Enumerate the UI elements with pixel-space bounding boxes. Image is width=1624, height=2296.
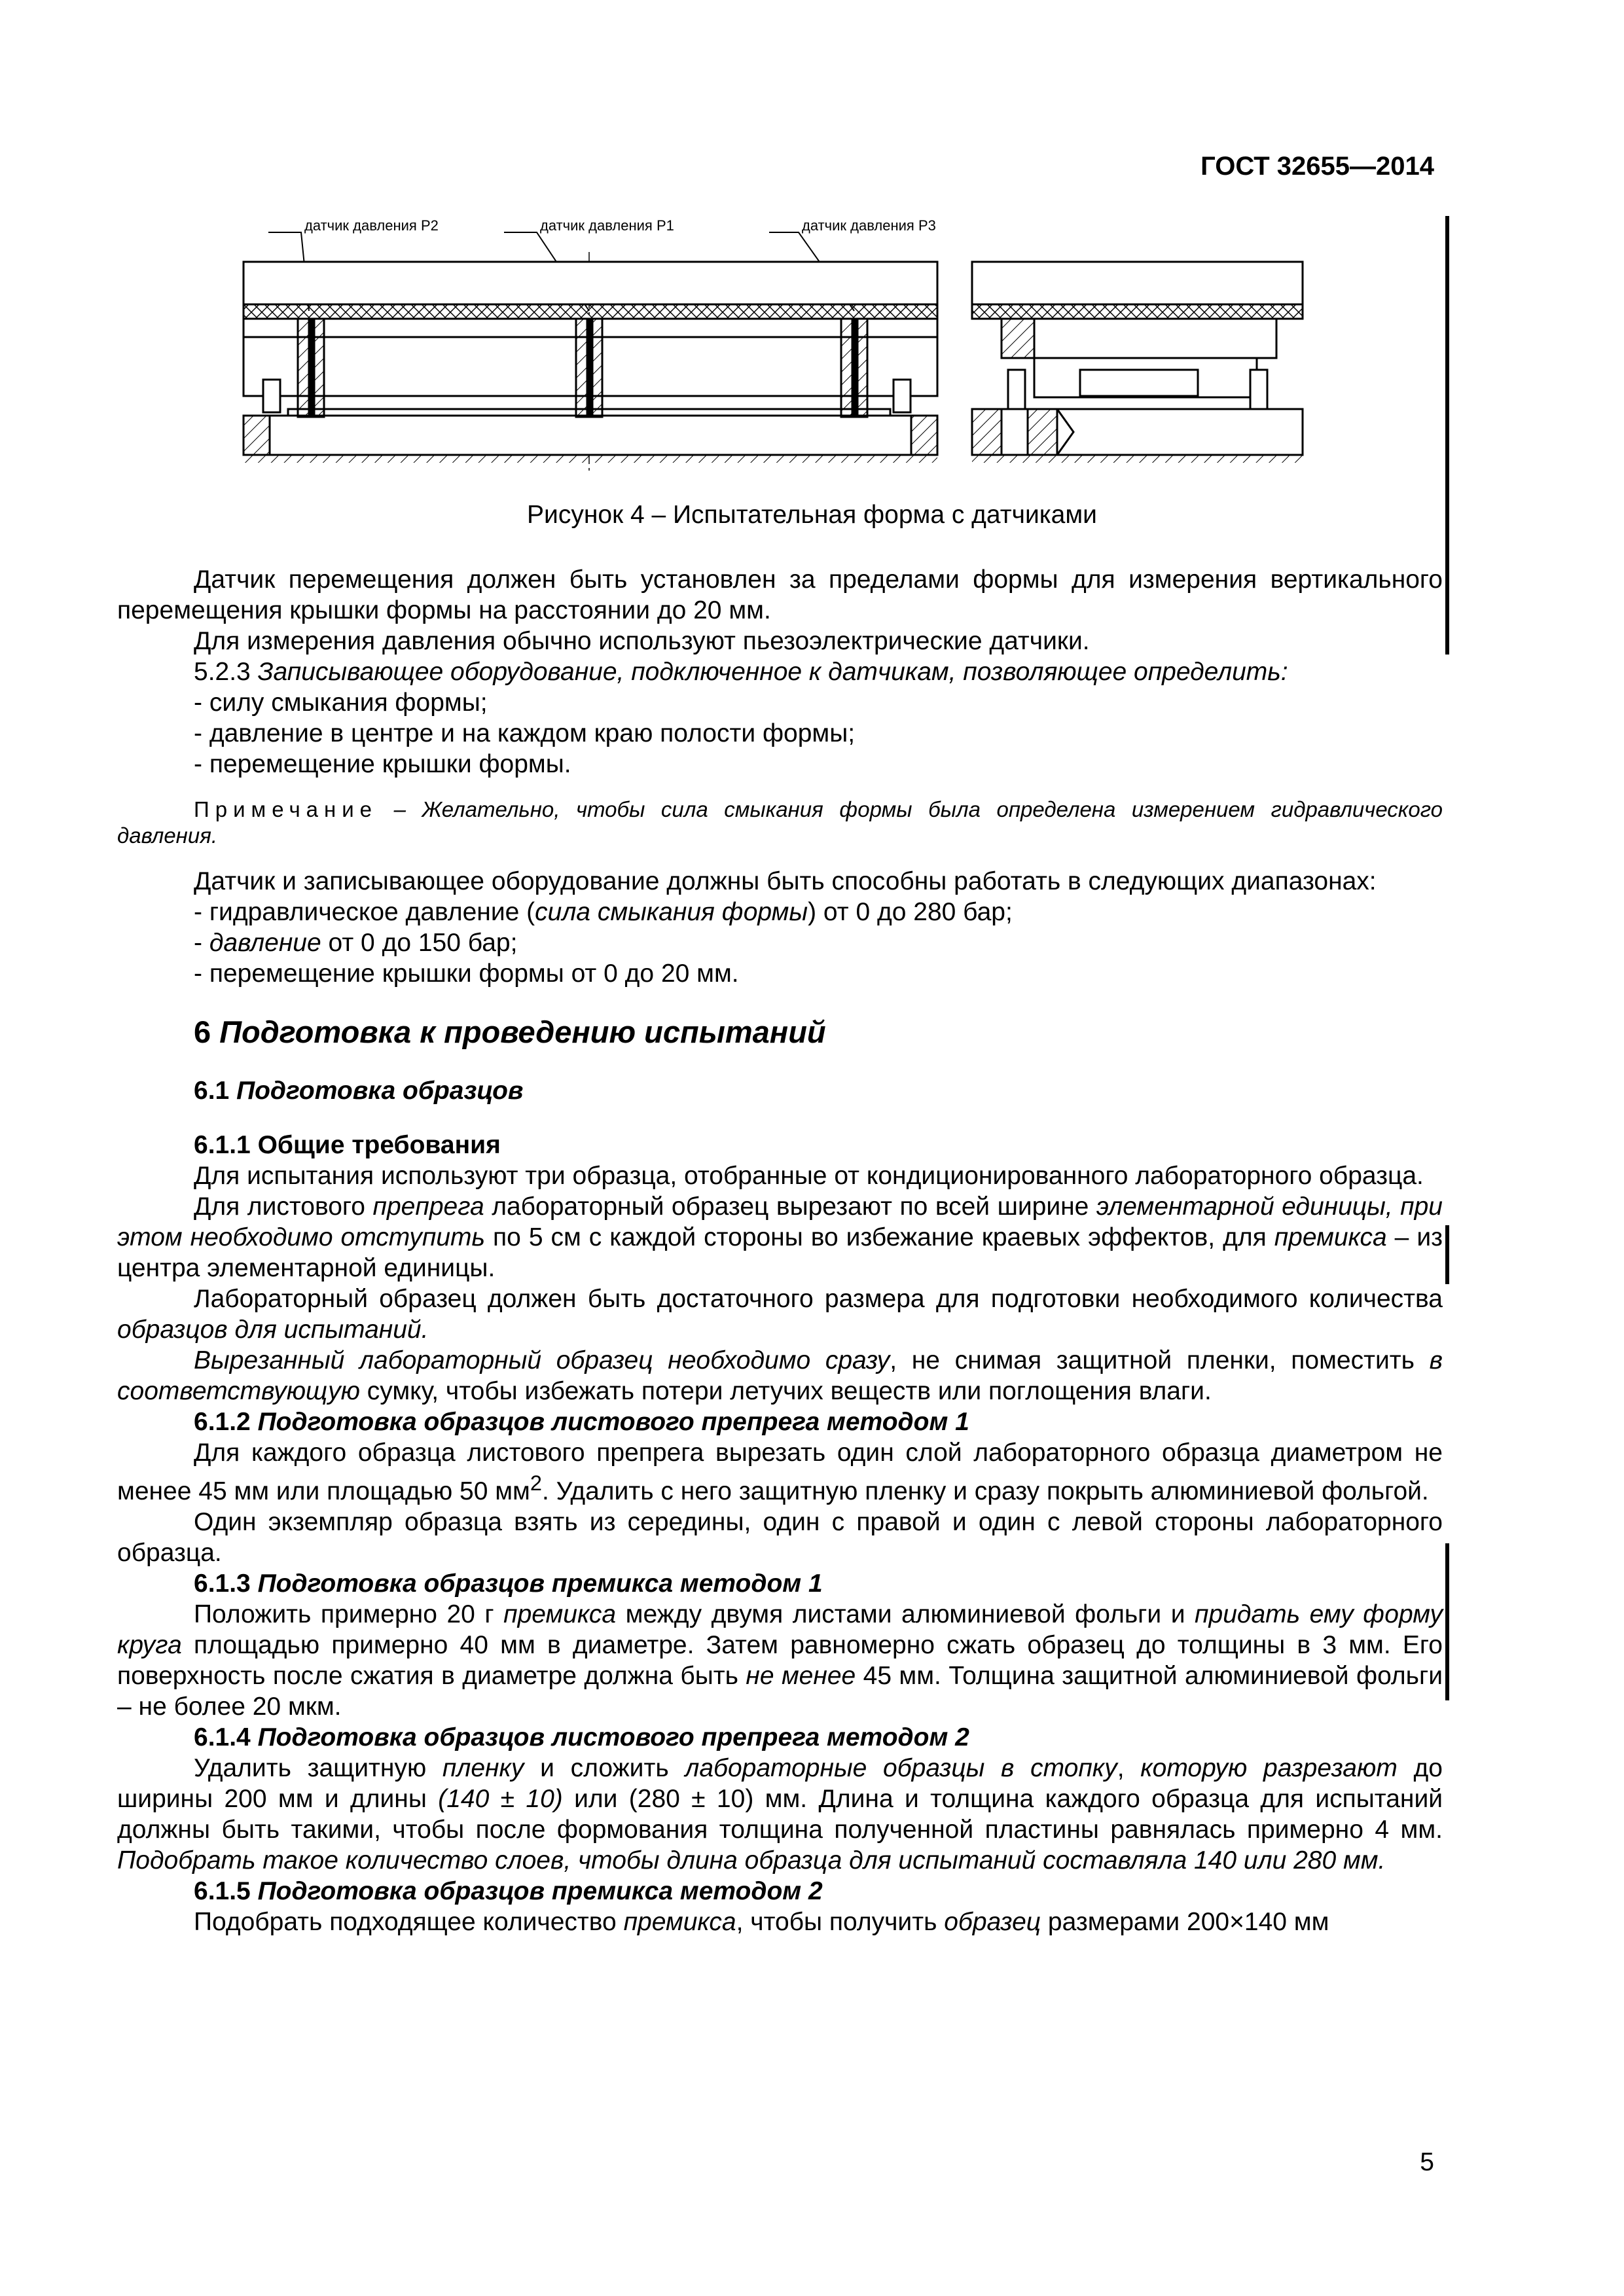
- list-item: - гидравлическое давление (сила смыкания формы) от 0 до 280 бар;: [194, 898, 1013, 926]
- note: [117, 797, 1443, 849]
- paragraph: Подобрать подходящее количество премикса, чтобы получить образец размерами 200×140 мм: [194, 1908, 1329, 1936]
- change-bar: [1445, 216, 1449, 655]
- list-item: - перемещение крышки формы.: [194, 750, 571, 778]
- body-text: [117, 564, 1443, 1937]
- paragraph: Удалить защитную пленку и сложить лабораторные образцы в стопку, которую разрезают до ширины 200 мм и длины (140 ± 10) или (280 ± 10) мм. Длина и толщина каждого образца для испытаний должны быть такими, чтобы после формования толщина полученной пластины равнялась примерно 4 мм. Подобрать такое количество слоев, чтобы длина образца для испытаний составляла 140 или 280 мм.: [117, 1754, 1443, 1874]
- paragraph: Для каждого образца листового препрега вырезать один слой лабораторного образца диаметром не менее 45 мм или площадью 50 $мм^2$. Удалить с него защитную пленку и сразу покрыть алюминиевой фольгой.: [117, 1439, 1443, 1505]
- paragraph: Один экземпляр образца взять из середины, один с правой и один с левой стороны лабораторного образца.: [117, 1508, 1443, 1567]
- clause-heading-6-1-5: 6.1.5 Подготовка образцов премикса методом 2: [194, 1877, 823, 1905]
- clause-heading-6-1-2: 6.1.2 Подготовка образцов листового препрега методом 1: [194, 1408, 969, 1436]
- figure-label-p3: датчик давления Р3: [802, 217, 936, 234]
- page-number: 5: [1420, 2148, 1434, 2176]
- test-mold-drawing: [236, 213, 1309, 475]
- paragraph: Лабораторный образец должен быть достаточного размера для подготовки необходимого количества образцов для испытаний.: [117, 1285, 1443, 1344]
- clause-number: 5.2.3: [194, 658, 251, 686]
- paragraph: Датчик перемещения должен быть установлен за пределами формы для измерения вертикального перемещения крышки формы на расстоянии до 20 мм.: [117, 565, 1443, 624]
- list-item: - перемещение крышки формы от 0 до 20 мм.: [194, 960, 739, 988]
- list-item: - давление в центре и на каждом краю полости формы;: [194, 719, 856, 747]
- paragraph: Датчик и записывающее оборудование должны быть способны работать в следующих диапазонах:: [194, 867, 1377, 895]
- document-number: ГОСТ 32655—2014: [1200, 152, 1434, 181]
- clause-text: Записывающее оборудование, подключенное к датчикам, позволяющее определить:: [257, 658, 1288, 686]
- paragraph: Для листового препрега лабораторный образец вырезают по всей ширине элементарной единицы, при этом необходимо отступить по 5 см с каждой стороны во избежание краевых эффектов, для премикса – из центра элементарной единицы.: [117, 1193, 1443, 1282]
- paragraph: Для испытания используют три образца, отобранные от кондиционированного лабораторного образца.: [194, 1162, 1424, 1190]
- note-text: – Желательно, чтобы сила смыкания формы была определена измерением гидравлического давления.: [117, 797, 1443, 848]
- change-bar: [1445, 1543, 1449, 1700]
- clause-heading-6-1-4: 6.1.4 Подготовка образцов листового препрега методом 2: [194, 1723, 969, 1751]
- paragraph: Положить примерно 20 г премикса между двумя листами алюминиевой фольги и придать ему форму круга площадью примерно 40 мм в диаметре. Затем равномерно сжать образец до толщины в 3 мм. Его поверхность после сжатия в диаметре должна быть не менее 45 мм. Толщина защитной алюминиевой фольги – не более 20 мкм.: [117, 1600, 1443, 1721]
- paragraph: [117, 656, 1443, 687]
- clause-heading-6-1-1: 6.1.1 Общие требования: [194, 1131, 501, 1159]
- paragraph: Вырезанный лабораторный образец необходимо сразу, не снимая защитной пленки, поместить в соответствующую сумку, чтобы избежать потери летучих веществ или поглощения влаги.: [117, 1346, 1443, 1405]
- paragraph: Для измерения давления обычно используют пьезоэлектрические датчики.: [194, 627, 1090, 655]
- clause-heading-6-1-3: 6.1.3 Подготовка образцов премикса методом 1: [194, 1570, 823, 1598]
- subsection-heading-6-1: 6.1 Подготовка образцов: [194, 1077, 524, 1105]
- list-item: - давление от 0 до 150 бар;: [194, 929, 518, 957]
- note-label: Примечание: [194, 797, 378, 821]
- figure-caption: Рисунок 4 – Испытательная форма с датчиками: [527, 501, 1097, 529]
- figure-label-p2: датчик давления Р2: [304, 217, 439, 234]
- figure-label-p1: датчик давления Р1: [540, 217, 674, 234]
- change-bar: [1445, 1225, 1449, 1284]
- section-heading-6: 6 Подготовка к проведению испытаний: [194, 1014, 826, 1049]
- list-item: - силу смыкания формы;: [194, 689, 488, 717]
